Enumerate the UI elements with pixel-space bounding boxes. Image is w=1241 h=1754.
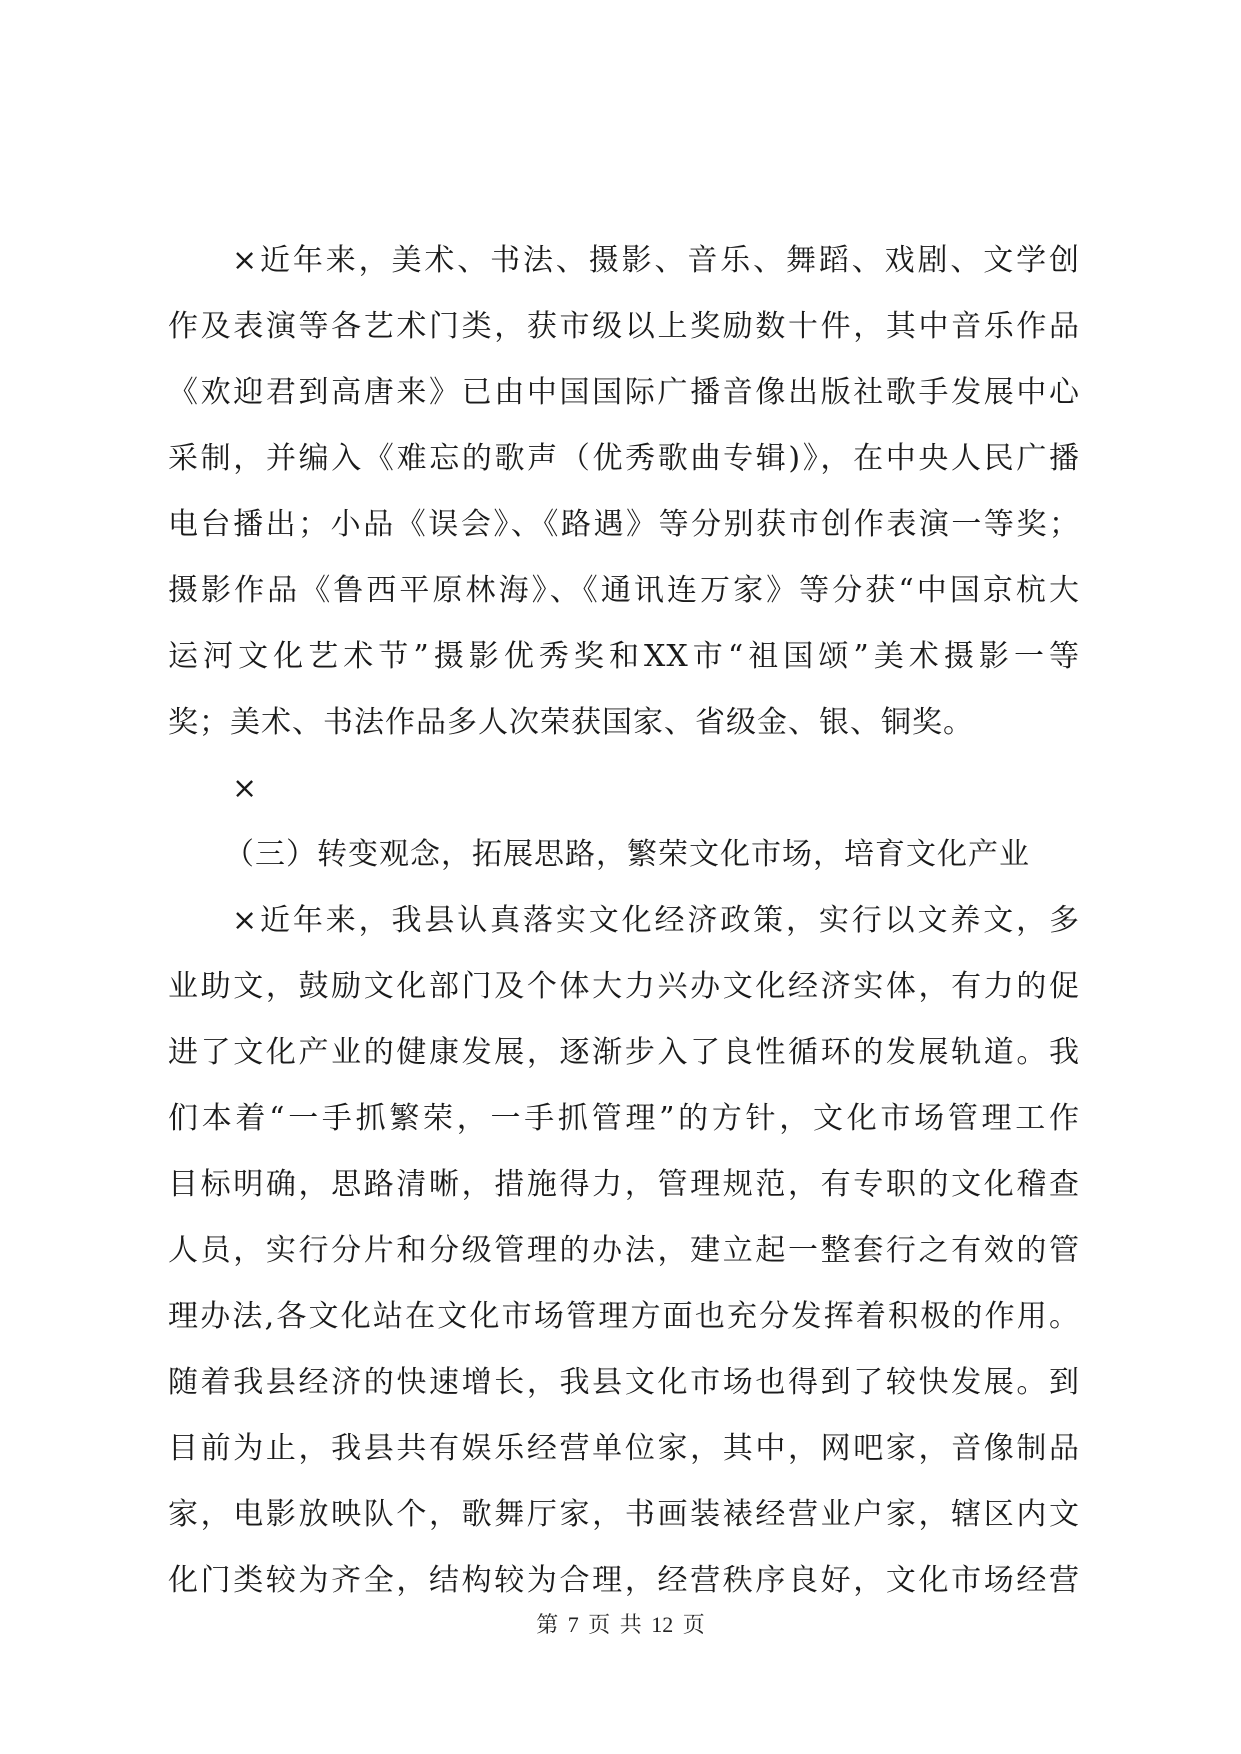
text-line: ×近年来，我县认真落实文化经济政策，实行以文养文，多 <box>232 903 1080 938</box>
text-line: 人员，实行分片和分级管理的办法，建立起一整套行之有效的管 <box>168 1233 1080 1268</box>
text-line: 进了文化产业的健康发展，逐渐步入了良性循环的发展轨道。我 <box>168 1035 1080 1070</box>
text-line: 《欢迎君到高唐来》已由中国国际广播音像出版社歌手发展中心 <box>168 375 1080 410</box>
page-number: 第 7 页 共 12 页 <box>536 1612 705 1637</box>
text-line: 目前为止，我县共有娱乐经营单位家，其中，网吧家，音像制品 <box>168 1431 1080 1466</box>
text-line: 化门类较为齐全，结构较为合理，经营秩序良好，文化市场经营 <box>168 1563 1080 1598</box>
text-line: 采制，并编入《难忘的歌声（优秀歌曲专辑)》，在中央人民广播 <box>168 441 1080 476</box>
text-line: 电台播出；小品《误会》、《路遇》等分别获市创作表演一等奖； <box>168 507 1080 542</box>
text-line: 目标明确，思路清晰，措施得力，管理规范，有专职的文化稽查 <box>168 1167 1080 1202</box>
section-heading: （三）转变观念，拓展思路，繁荣文化市场，培育文化产业 <box>224 837 1030 872</box>
paragraph-awards <box>168 228 1080 756</box>
text-line: 随着我县经济的快速增长，我县文化市场也得到了较快发展。到 <box>168 1365 1080 1400</box>
text-line: 业助文，鼓励文化部门及个体大力兴办文化经济实体，有力的促 <box>168 969 1080 1004</box>
separator-mark: × <box>232 771 259 806</box>
text-line: 运河文化艺术节”摄影优秀奖和XX市“祖国颂”美术摄影一等 <box>168 639 1080 674</box>
text-line: 作及表演等各艺术门类，获市级以上奖励数十件，其中音乐作品 <box>168 309 1080 344</box>
text-line: 们本着“一手抓繁荣，一手抓管理”的方针，文化市场管理工作 <box>168 1101 1080 1136</box>
document-body <box>168 228 1080 1614</box>
text-line: 摄影作品《鲁西平原林海》、《通讯连万家》等分获“中国京杭大 <box>168 573 1080 608</box>
text-line: 奖；美术、书法作品多人次荣获国家、省级金、银、铜奖。 <box>168 705 974 740</box>
text-line: ×近年来，美术、书法、摄影、音乐、舞蹈、戏剧、文学创 <box>232 243 1080 278</box>
text-line: 理办法,各文化站在文化市场管理方面也充分发挥着积极的作用。 <box>168 1299 1080 1334</box>
paragraph-culture-market <box>168 888 1080 1614</box>
text-line: 家，电影放映队个，歌舞厅家，书画装裱经营业户家，辖区内文 <box>168 1497 1080 1532</box>
